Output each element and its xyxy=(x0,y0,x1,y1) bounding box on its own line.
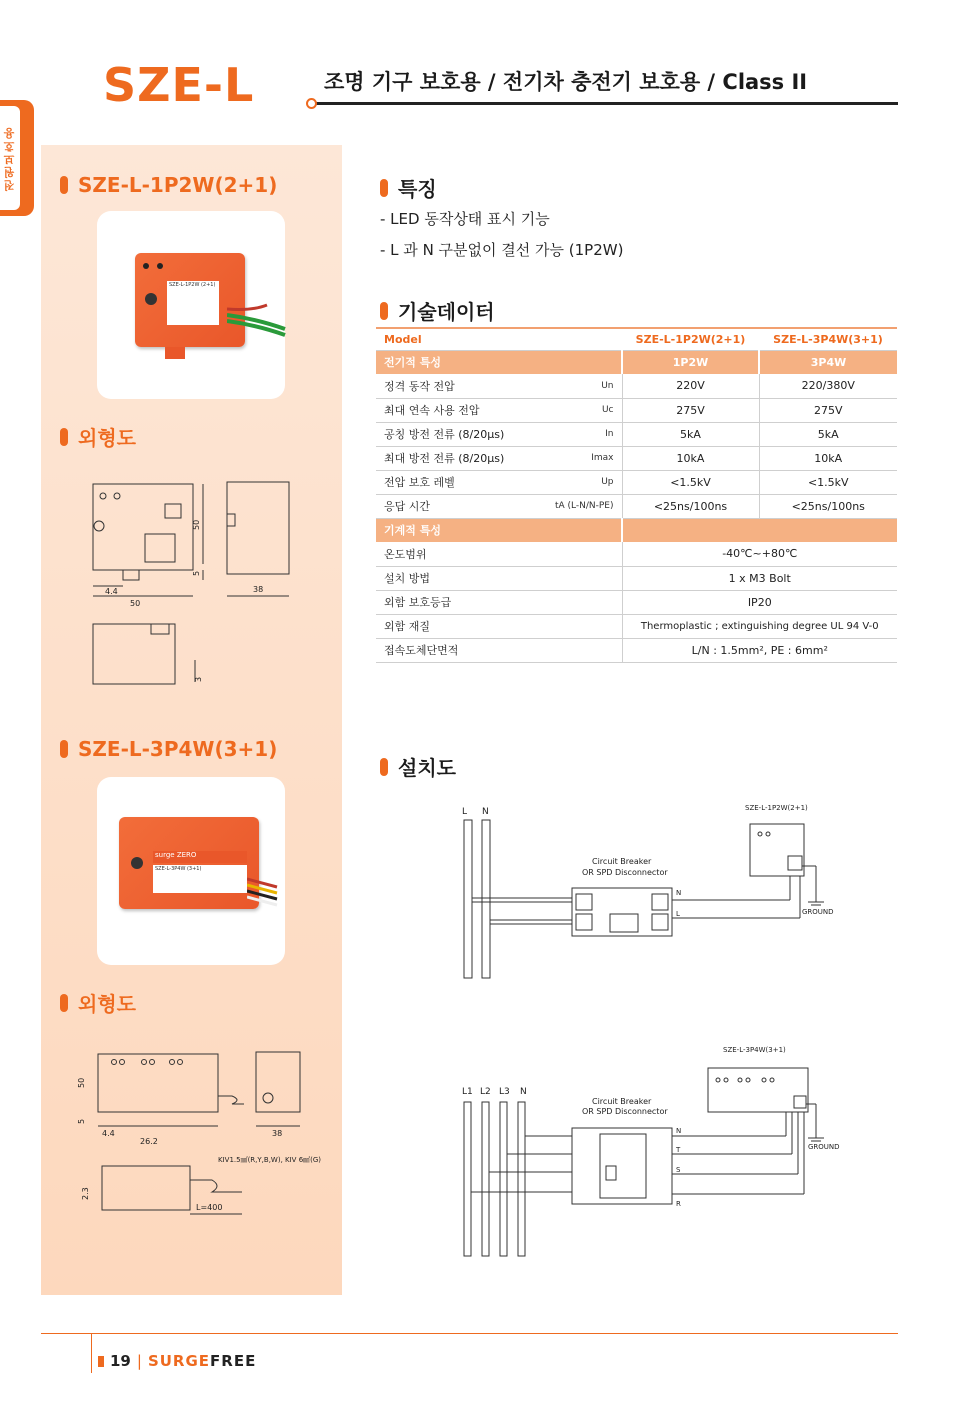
dim-label: 50 xyxy=(130,599,141,608)
dim-label: 4.4 xyxy=(105,587,118,596)
product2-device-label: SZE-L-3P4W (3+1) xyxy=(153,865,247,893)
product2-outline-drawing xyxy=(72,1040,332,1230)
product1-photo-card xyxy=(97,211,285,399)
col-header: SZE-L-3P4W(3+1) xyxy=(759,328,897,350)
terminal-label: R xyxy=(676,1200,681,1208)
bullet-icon xyxy=(60,740,68,758)
product2-title: SZE-L-3P4W(3+1) xyxy=(78,737,278,761)
length-note: L=400 xyxy=(196,1203,223,1212)
product1-device-label: SZE-L-1P2W (2+1) xyxy=(167,281,219,325)
table-row: 설치 방법 1 x M3 Bolt xyxy=(376,566,897,590)
dim-label: 38 xyxy=(253,585,264,594)
breaker-label: Circuit Breaker xyxy=(592,1097,652,1106)
dim-label: 38 xyxy=(272,1129,283,1138)
table-row: 최대 연속 사용 전압 Uc 275V 275V xyxy=(376,398,897,422)
footer-logo: SURGEFREE xyxy=(147,1352,257,1370)
list-item: - L 과 N 구분없이 결선 가능 (1P2W) xyxy=(380,241,624,259)
features-list xyxy=(380,208,623,270)
breaker-label: OR SPD Disconnector xyxy=(582,868,668,877)
product2-device-image xyxy=(119,817,259,909)
breaker-label: OR SPD Disconnector xyxy=(582,1107,668,1116)
install-heading: 설치도 xyxy=(380,752,456,781)
spec-heading: 기술데이터 xyxy=(380,296,495,325)
terminal-label: S xyxy=(676,1166,681,1174)
terminal-label: T xyxy=(676,1146,681,1154)
footer-divider xyxy=(41,1333,898,1334)
terminal-label: N xyxy=(676,1127,682,1135)
spec-table xyxy=(376,327,897,663)
table-row: 최대 방전 전류 (8/20μs) Imax 10kA 10kA xyxy=(376,446,897,470)
page-number: 19 xyxy=(110,1352,131,1370)
ground-label: GROUND xyxy=(808,1143,840,1151)
header-divider xyxy=(312,102,898,105)
product2-device-brand: surge ZERO xyxy=(153,851,247,863)
product2-outline-heading: 외형도 xyxy=(60,988,136,1017)
product1-outline-heading: 외형도 xyxy=(60,422,136,451)
terminal-label: L xyxy=(676,910,680,918)
table-row: 정격 동작 전압 Un 220V 220/380V xyxy=(376,374,897,398)
list-item: - LED 동작상태 표시 기능 xyxy=(380,210,550,228)
bullet-icon xyxy=(60,176,68,194)
table-row xyxy=(376,328,897,350)
features-heading: 특징 xyxy=(380,173,437,202)
bullet-icon xyxy=(98,1356,104,1367)
cable-note: KIV1.5㎟(R,Y,B,W), KIV 6㎟(G) xyxy=(218,1156,322,1164)
bolt-hole-icon xyxy=(145,293,157,305)
col-header: SZE-L-1P2W(2+1) xyxy=(622,328,759,350)
table-band-mechanical: 기계적 특성 xyxy=(376,518,897,542)
table-row: 외함 보호등급 IP20 xyxy=(376,590,897,614)
bolt-hole-icon xyxy=(131,857,143,869)
led-icon xyxy=(157,263,163,269)
bus-label: L2 xyxy=(480,1087,491,1097)
dim-label: 2.3 xyxy=(81,1187,90,1200)
footer xyxy=(98,1352,256,1370)
product2-cables-icon xyxy=(247,873,287,913)
bus-label: N xyxy=(482,807,489,817)
footer-separator: | xyxy=(136,1352,142,1370)
side-category-label: 전원보호용 xyxy=(3,125,16,191)
dim-label: 5 xyxy=(192,570,201,576)
ground-label: GROUND xyxy=(802,908,834,916)
dim-label: 3 xyxy=(194,676,203,682)
bus-label: L1 xyxy=(462,1087,473,1097)
bus-label: L xyxy=(462,807,468,817)
page-subtitle: 조명 기구 보호용 / 전기차 충전기 보호용 / Class II xyxy=(324,70,808,94)
footer-tick xyxy=(91,1333,92,1373)
dim-label: 26.2 xyxy=(140,1137,158,1146)
side-category-tab xyxy=(0,100,34,216)
table-row: 온도범위 -40℃~+80℃ xyxy=(376,542,897,566)
header-divider-dot xyxy=(306,98,317,109)
product1-title: SZE-L-1P2W(2+1) xyxy=(78,173,278,197)
product2-heading xyxy=(60,737,277,761)
table-row: 응답 시간 tA (L-N/N-PE) <25ns/100ns <25ns/100ns xyxy=(376,494,897,518)
bullet-icon xyxy=(380,302,388,320)
bus-label: L3 xyxy=(499,1087,510,1097)
table-band-electrical: 전기적 특성 1P2W 3P4W xyxy=(376,350,897,374)
device-label: SZE-L-1P2W(2+1) xyxy=(745,804,808,812)
bus-label: N xyxy=(520,1087,527,1097)
table-row: 접속도체단면적 L/N : 1.5mm², PE : 6mm² xyxy=(376,638,897,662)
dim-label: 50 xyxy=(192,519,201,530)
product1-heading xyxy=(60,173,277,197)
table-row: 외함 재질 Thermoplastic ; extinguishing degree UL 94 V-0 xyxy=(376,614,897,638)
bullet-icon xyxy=(60,428,68,446)
product1-outline-drawing xyxy=(85,474,325,694)
table-row: 전압 보호 레벨 Up <1.5kV <1.5kV xyxy=(376,470,897,494)
mount-tab-icon xyxy=(165,347,185,359)
device-label: SZE-L-3P4W(3+1) xyxy=(723,1046,786,1054)
product2-photo-card xyxy=(97,777,285,965)
led-icon xyxy=(143,263,149,269)
dim-label: 5 xyxy=(77,1118,86,1124)
dim-label: 50 xyxy=(77,1077,86,1088)
breaker-label: Circuit Breaker xyxy=(592,857,652,866)
bullet-icon xyxy=(380,758,388,776)
install-wiring-diagram xyxy=(440,790,880,1270)
page-title: SZE-L xyxy=(103,58,255,112)
dim-label: 4.4 xyxy=(102,1129,115,1138)
bullet-icon xyxy=(380,179,388,197)
model-label: Model xyxy=(376,328,622,350)
bullet-icon xyxy=(60,994,68,1012)
product1-cables-icon xyxy=(227,299,287,339)
table-row: 공칭 방전 전류 (8/20μs) In 5kA 5kA xyxy=(376,422,897,446)
terminal-label: N xyxy=(676,889,682,897)
